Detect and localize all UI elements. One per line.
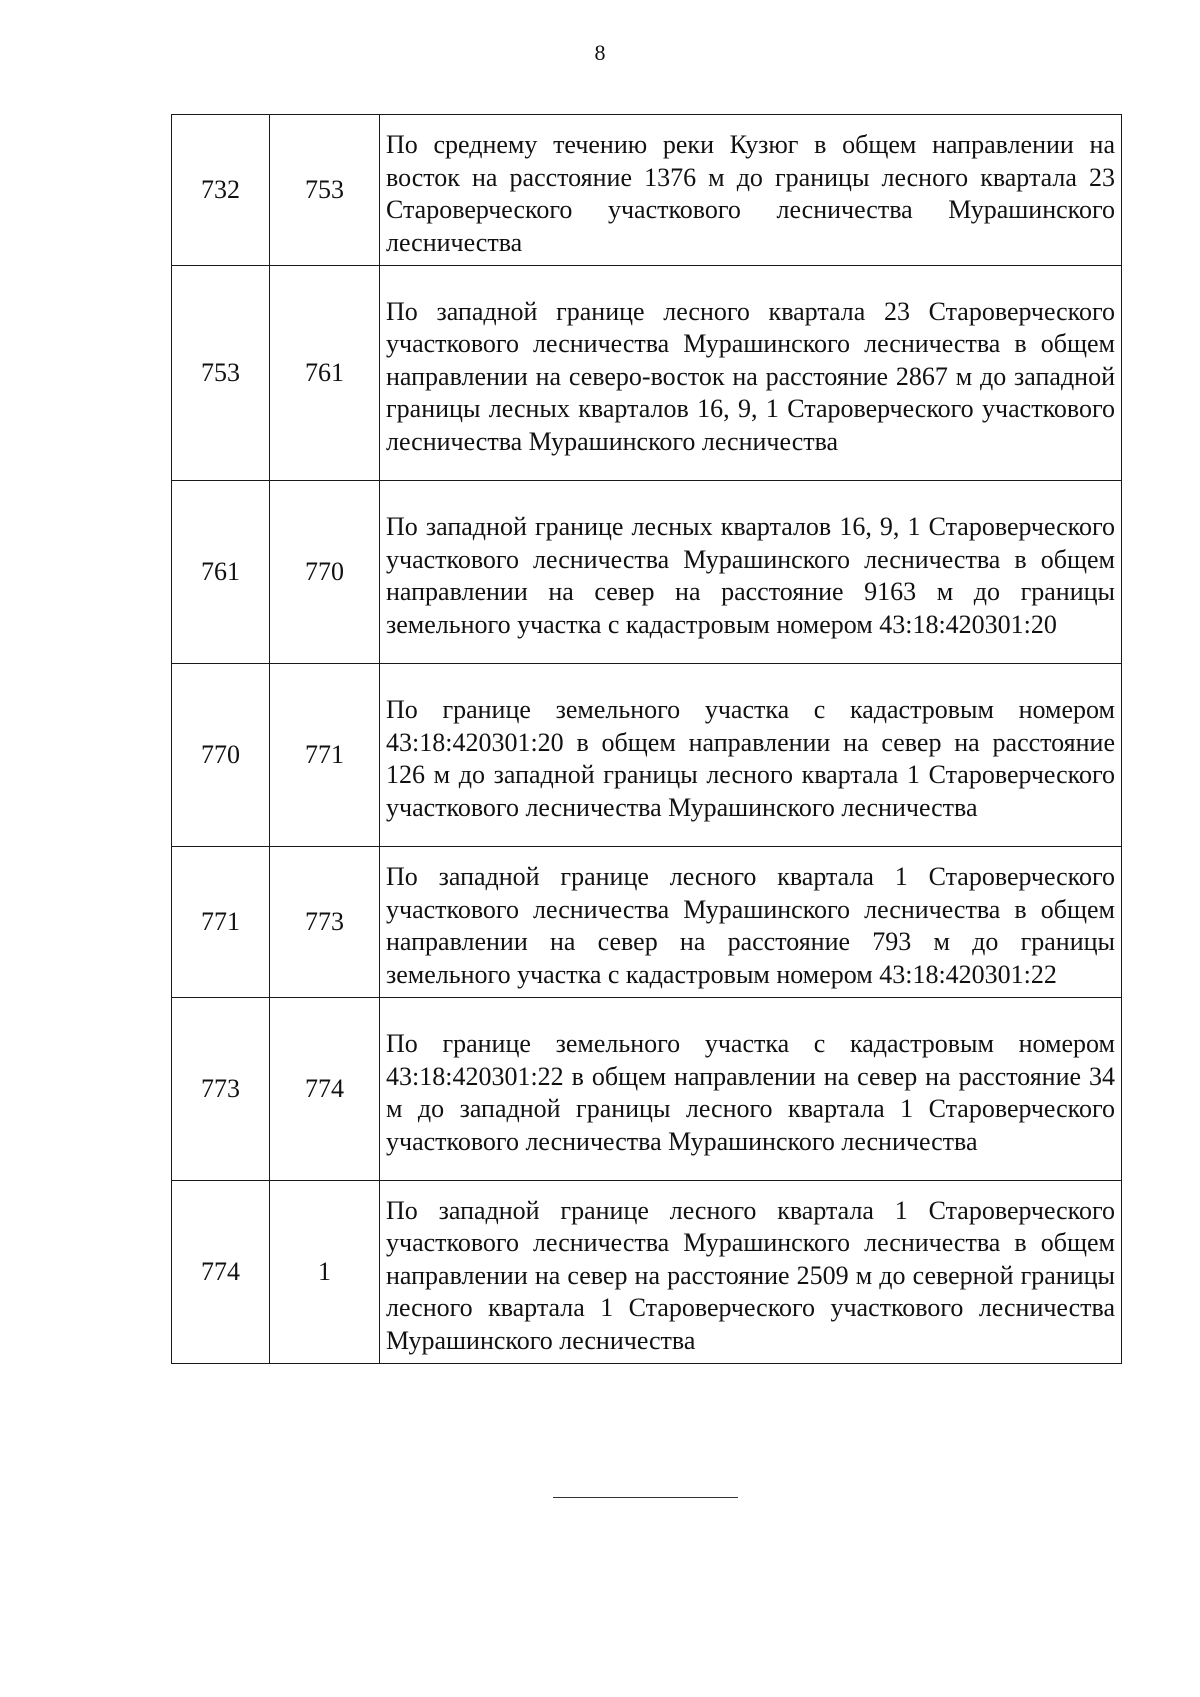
boundary-description-cell: По границе земельного участка с кадастровым номером 43:18:420301:22 в общем направлении на север на расстояние 34 м до западной границы лесного квартала 1 Староверческого участкового лесничества Мурашинского лесничества xyxy=(380,998,1122,1181)
boundary-description-cell: По западной границе лесного квартала 1 Староверческого участкового лесничества Мурашинского лесничества в общем направлении на север на расстояние 793 м до границы земельного участка с кадастровым номером 43:18:420301:22 xyxy=(380,847,1122,998)
from-point-cell: 753 xyxy=(172,266,270,481)
to-point-cell: 774 xyxy=(270,998,380,1181)
from-point-cell: 771 xyxy=(172,847,270,998)
boundary-description-cell: По западной границе лесного квартала 1 Староверческого участкового лесничества Мурашинского лесничества в общем направлении на север на расстояние 2509 м до северной границы лесного квартала 1 Староверческого участкового лесничества Мурашинского лесничества xyxy=(380,1181,1122,1364)
table-row xyxy=(172,266,1122,481)
to-point-cell: 773 xyxy=(270,847,380,998)
boundary-description-cell: По среднему течению реки Кузюг в общем направлении на восток на расстояние 1376 м до границы лесного квартала 23 Староверческого участкового лесничества Мурашинского лесничества xyxy=(380,115,1122,266)
footer-divider xyxy=(553,1497,738,1498)
table-row xyxy=(172,1181,1122,1364)
table-row xyxy=(172,115,1122,266)
to-point-cell: 770 xyxy=(270,481,380,664)
page-number: 8 xyxy=(594,40,606,65)
from-point-cell: 774 xyxy=(172,1181,270,1364)
table-row xyxy=(172,664,1122,847)
to-point-cell: 771 xyxy=(270,664,380,847)
from-point-cell: 770 xyxy=(172,664,270,847)
table-row xyxy=(172,481,1122,664)
boundary-description-cell: По западной границе лесных кварталов 16, 9, 1 Староверческого участкового лесничества Мурашинского лесничества в общем направлении на север на расстояние 9163 м до границы земельного участка с кадастровым номером 43:18:420301:20 xyxy=(380,481,1122,664)
table-row xyxy=(172,847,1122,998)
boundary-description-table xyxy=(171,114,1122,1364)
from-point-cell: 761 xyxy=(172,481,270,664)
from-point-cell: 773 xyxy=(172,998,270,1181)
to-point-cell: 753 xyxy=(270,115,380,266)
boundary-description-cell: По западной границе лесного квартала 23 Староверческого участкового лесничества Мурашинского лесничества в общем направлении на северо-восток на расстояние 2867 м до западной границы лесных кварталов 16, 9, 1 Староверческого участкового лесничества Мурашинского лесничества xyxy=(380,266,1122,481)
from-point-cell: 732 xyxy=(172,115,270,266)
to-point-cell: 1 xyxy=(270,1181,380,1364)
boundary-description-cell: По границе земельного участка с кадастровым номером 43:18:420301:20 в общем направлении на север на расстояние 126 м до западной границы лесного квартала 1 Староверческого участкового лесничества Мурашинского лесничества xyxy=(380,664,1122,847)
table-row xyxy=(172,998,1122,1181)
to-point-cell: 761 xyxy=(270,266,380,481)
